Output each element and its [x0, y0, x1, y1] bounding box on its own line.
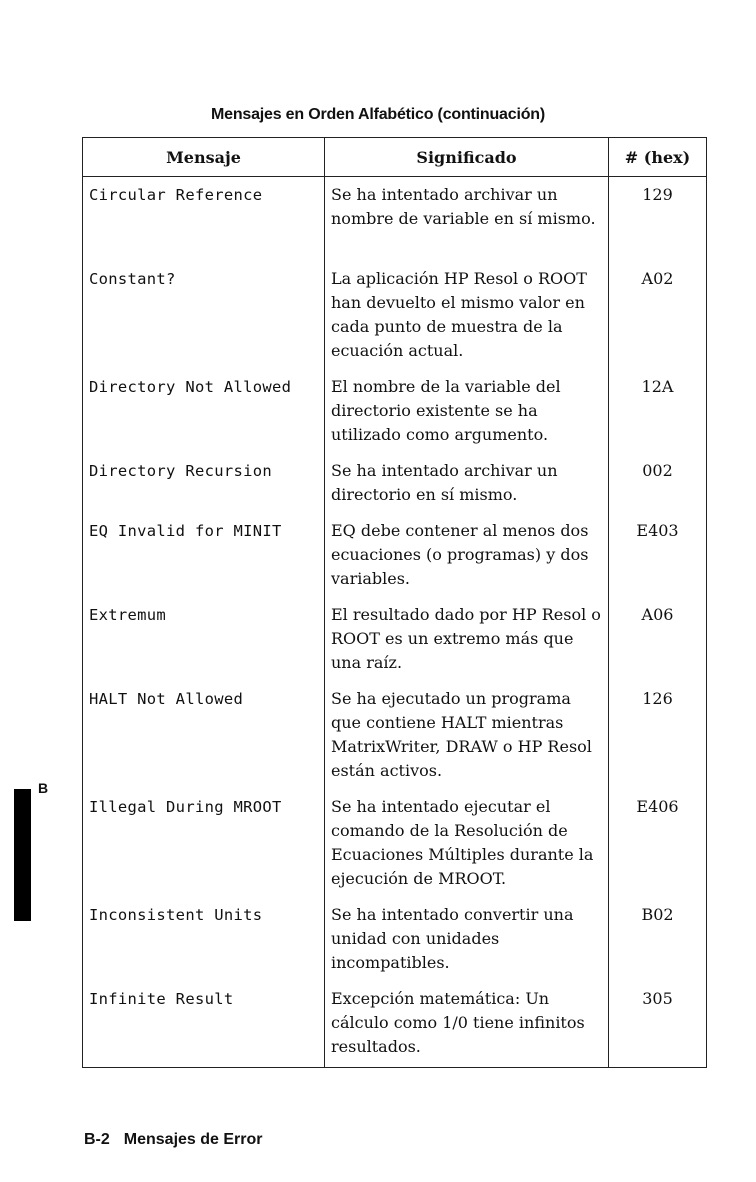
meaning-cell: EQ debe contener al menos dos ecuaciones (o programas) y dos variables. — [325, 513, 609, 597]
column-header-meaning: Significado — [325, 138, 609, 177]
hex-cell: 129 — [609, 177, 707, 262]
table-row — [83, 513, 707, 597]
meaning-cell: La aplicación HP Resol o ROOT han devuelto el mismo valor en cada punto de muestra de la ecuación actual. — [325, 261, 609, 369]
hex-cell: E403 — [609, 513, 707, 597]
message-cell: EQ Invalid for MINIT — [83, 513, 325, 597]
message-cell: Directory Not Allowed — [83, 369, 325, 453]
table-header-row — [83, 138, 707, 177]
table-row — [83, 369, 707, 453]
hex-cell: 126 — [609, 681, 707, 789]
page-number: B-2 — [84, 1131, 110, 1148]
message-cell: Inconsistent Units — [83, 897, 325, 981]
table-row — [83, 177, 707, 262]
table-row — [83, 453, 707, 513]
section-title: Mensajes de Error — [123, 1131, 263, 1148]
meaning-cell: Se ha intentado ejecutar el comando de la Resolución de Ecuaciones Múltiples durante la ejecución de MROOT. — [325, 789, 609, 897]
hex-cell: 002 — [609, 453, 707, 513]
table-row — [83, 681, 707, 789]
hex-cell: B02 — [609, 897, 707, 981]
table-row — [83, 897, 707, 981]
meaning-cell: Se ha intentado archivar un directorio en sí mismo. — [325, 453, 609, 513]
message-cell: Infinite Result — [83, 981, 325, 1068]
meaning-cell: El nombre de la variable del directorio existente se ha utilizado como argumento. — [325, 369, 609, 453]
message-cell: HALT Not Allowed — [83, 681, 325, 789]
table-row — [83, 789, 707, 897]
meaning-cell: Se ha intentado archivar un nombre de variable en sí mismo. — [325, 177, 609, 262]
section-tab-marker — [14, 789, 31, 921]
hex-cell: 305 — [609, 981, 707, 1068]
meaning-cell: Se ha intentado convertir una unidad con unidades incompatibles. — [325, 897, 609, 981]
table-row — [83, 261, 707, 369]
hex-cell: A02 — [609, 261, 707, 369]
column-header-message: Mensaje — [83, 138, 325, 177]
meaning-cell: El resultado dado por HP Resol o ROOT es un extremo más que una raíz. — [325, 597, 609, 681]
hex-cell: E406 — [609, 789, 707, 897]
page-title: Mensajes en Orden Alfabético (continuación) — [211, 106, 545, 123]
table-row — [83, 981, 707, 1068]
message-cell: Circular Reference — [83, 177, 325, 262]
meaning-cell: Excepción matemática: Un cálculo como 1/0 tiene infinitos resultados. — [325, 981, 609, 1068]
hex-cell: A06 — [609, 597, 707, 681]
message-cell: Illegal During MROOT — [83, 789, 325, 897]
hex-cell: 12A — [609, 369, 707, 453]
message-cell: Extremum — [83, 597, 325, 681]
page-footer — [84, 1131, 263, 1149]
meaning-cell: Se ha ejecutado un programa que contiene HALT mientras MatrixWriter, DRAW o HP Resol están activos. — [325, 681, 609, 789]
column-header-hex: # (hex) — [609, 138, 707, 177]
message-cell: Directory Recursion — [83, 453, 325, 513]
table-row — [83, 597, 707, 681]
error-messages-table — [82, 137, 707, 1068]
section-tab-letter: B — [38, 780, 49, 796]
message-cell: Constant? — [83, 261, 325, 369]
